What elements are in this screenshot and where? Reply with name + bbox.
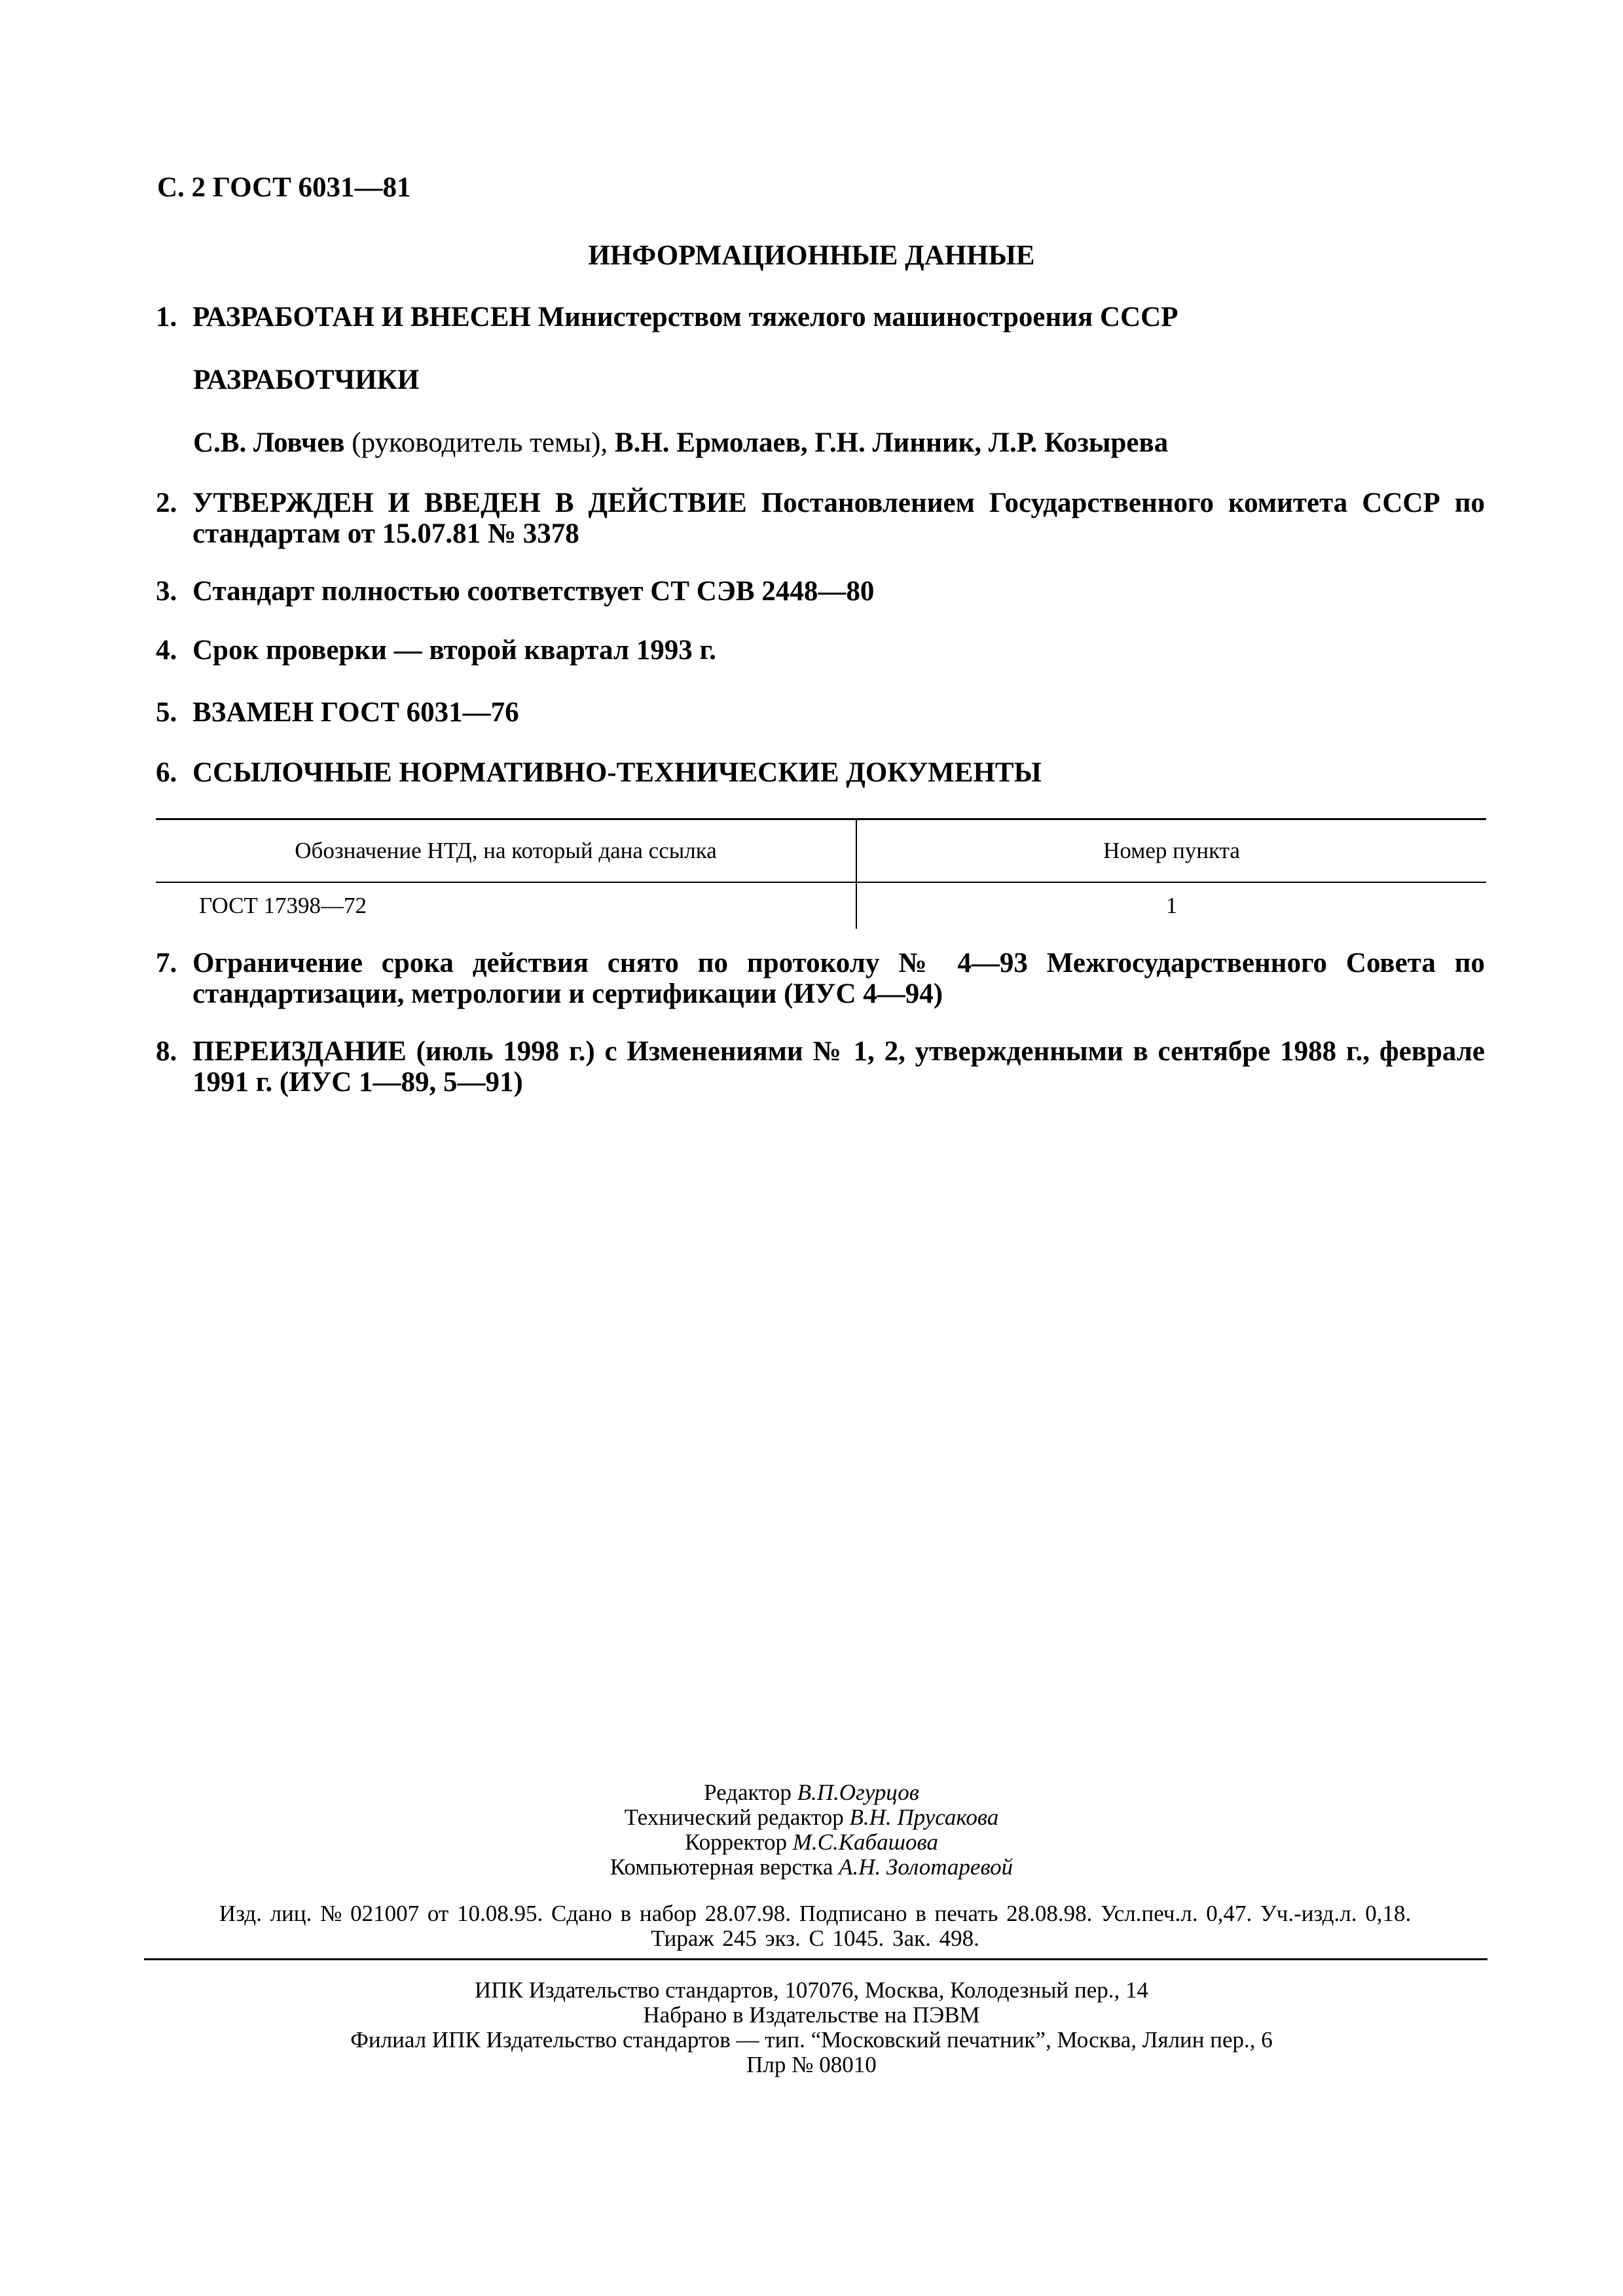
item-text: РАЗРАБОТАН И ВНЕСЕН Министерством тяжелого машиностроения СССР — [192, 302, 1178, 332]
publisher-line: ИПК Издательство стандартов, 107076, Москва, Колодезный пер., 14 — [474, 1977, 1149, 2003]
credit-role: Компьютерная верстка — [610, 1854, 833, 1880]
item-text: Срок проверки — второй квартал 1993 г. — [192, 635, 716, 666]
item-number: 4. — [156, 635, 177, 666]
publisher-line: Филиал ИПК Издательство стандартов — тип. “Московский печатник”, Москва, Лялин пер., 6 — [350, 2027, 1273, 2053]
list-item — [156, 302, 1485, 332]
credit-role: Редактор — [704, 1780, 792, 1805]
list-item — [156, 576, 1485, 607]
list-item — [156, 757, 1485, 788]
page-title: ИНФОРМАЦИОННЫЕ ДАННЫЕ — [588, 240, 1035, 271]
column-header-ntd: Обозначение НТД, на который дана ссылка — [156, 819, 856, 883]
item-number: 5. — [156, 697, 177, 728]
list-item — [156, 635, 1485, 666]
column-header-clause: Номер пункта — [856, 819, 1486, 883]
developers-heading: РАЗРАБОТЧИКИ — [193, 365, 420, 395]
credit-name: М.С.Кабашова — [792, 1829, 938, 1855]
developer-others: В.Н. Ермолаев, Г.Н. Линник, Л.Р. Козырева — [614, 427, 1169, 458]
item-text: Стандарт полностью соответствует СТ СЭВ 2448—80 — [192, 576, 875, 607]
credit-name: В.П.Огурцов — [797, 1780, 919, 1805]
publisher-block — [0, 1978, 1623, 2077]
developer-lead: С.В. Ловчев — [193, 427, 345, 458]
list-item — [156, 1036, 1485, 1098]
item-number: 2. — [156, 488, 177, 518]
item-text: Ограничение срока действия снято по протоколу № 4—93 Межгосударственного Совета по стандартизации, метрологии и сертификации (ИУС 4—94) — [192, 948, 1485, 1009]
imprint-line: Тираж 245 экз. С 1045. Зак. 498. — [651, 1926, 979, 1951]
list-item — [156, 948, 1485, 1009]
credit-line — [0, 1780, 1623, 1805]
item-number: 8. — [156, 1036, 177, 1067]
item-number: 3. — [156, 576, 177, 607]
credit-role: Корректор — [685, 1829, 788, 1855]
publisher-line: Плр № 08010 — [746, 2052, 877, 2077]
item-text: ВЗАМЕН ГОСТ 6031—76 — [192, 697, 519, 728]
table-cell: ГОСТ 17398—72 — [156, 882, 856, 929]
page-header: С. 2 ГОСТ 6031—81 — [157, 172, 411, 203]
item-number: 1. — [156, 302, 177, 332]
credits-block — [0, 1780, 1623, 1880]
ntd-table — [156, 818, 1486, 929]
imprint-block — [144, 1901, 1486, 1951]
developer-role: (руководитель темы), — [352, 427, 608, 458]
credit-line — [0, 1855, 1623, 1880]
divider — [144, 1958, 1487, 1960]
credit-role: Технический редактор — [624, 1804, 844, 1830]
table-cell: 1 — [1165, 893, 1178, 918]
item-text: ССЫЛОЧНЫЕ НОРМАТИВНО-ТЕХНИЧЕСКИЕ ДОКУМЕНТЫ — [192, 757, 1042, 788]
item-text: УТВЕРЖДЕН И ВВЕДЕН В ДЕЙСТВИЕ Постановлением Государственного комитета СССР по стандартам от 15.07.81 № 3378 — [192, 488, 1485, 549]
publisher-line: Набрано в Издательстве на ПЭВМ — [643, 2002, 980, 2028]
credit-line — [0, 1805, 1623, 1830]
list-item — [156, 488, 1485, 549]
imprint-line: Изд. лиц. № 021007 от 10.08.95. Сдано в набор 28.07.98. Подписано в печать 28.08.98. Усл.печ.л. 0,47. Уч.-изд.л. 0,18. — [219, 1901, 1412, 1926]
developers-line — [193, 427, 1168, 459]
credit-line — [0, 1830, 1623, 1855]
table-header-row — [156, 819, 1486, 883]
item-number: 6. — [156, 757, 177, 788]
list-item — [156, 697, 1485, 728]
table-row — [156, 882, 1486, 929]
credit-name: А.Н. Золотаревой — [839, 1854, 1013, 1880]
item-number: 7. — [156, 948, 177, 978]
item-text: ПЕРЕИЗДАНИЕ (июль 1998 г.) с Изменениями № 1, 2, утвержденными в сентябре 1988 г., феврале 1991 г. (ИУС 1—89, 5—91) — [192, 1036, 1485, 1098]
credit-name: В.Н. Прусакова — [849, 1804, 999, 1830]
